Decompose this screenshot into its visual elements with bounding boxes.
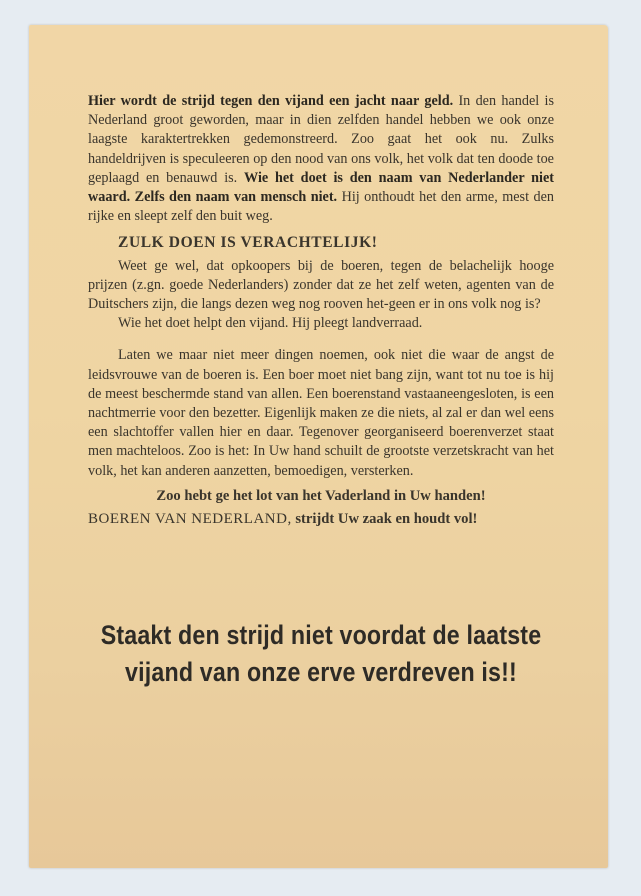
paragraph-1 [88,92,554,226]
paragraph-3: Wie het doet helpt den vijand. Hij pleegt landverraad. [118,315,423,332]
slogan [100,617,542,691]
paragraph-2: Weet ge wel, dat opkoopers bij de boeren, tegen de belachelijk hooge prijzen (z.gn. goede Nederlanders) zonder dat ze het zelf weten, agenten van de Duitschers zijn, die langs dezen weg nog rooven het-geen er in ons volk nog is? [88,257,554,313]
closing-line-2-rest: strijdt Uw zaak en houdt vol! [291,511,478,528]
slogan-line-1: Staakt den strijd niet voordat de laatste [100,620,542,650]
paragraph-4: Laten we maar niet meer dingen noemen, ook niet die waar de angst de leidsvrouwe van de boeren is. Een boer moet niet bang zijn, want tot nu toe is hij de meest beschermde stand van allen. Een boerenstand vastaaneengesloten, is een nachtmerrie voor den bezetter. Eigenlijk maken ze die niets, al zal er dan wel eens een slachtoffer vallen hier en daar. Tegenover georganiseerd boerenverzet staat men machteloos. Zoo is het: In Uw hand schuilt de grootste verzetskracht van het volk, het kan anderen aanzetten, bemoedigen, versterken. [88,347,554,479]
closing-line-1: Zoo hebt ge het lot van het Vaderland in Uw handen! [156,487,486,504]
heading-verachtelijk: ZULK DOEN IS VERACHTELIJK! [118,234,378,252]
paragraph-1-bold-middle: Wie het doet is den naam van Nederlander niet waard. Zelfs den naam van mensch niet. [88,169,555,206]
slogan-line-2: vijand van onze erve verdreven is!! [125,657,517,687]
paragraph-1-text: In den handel is Nederland groot geworden, maar in dien zelfden handel hebben we ook onze laagste karaktertrekken gedemonstreerd. Zoo gaat het ook nu. Zulks handeldrijven is speculeeren op den nood van ons volk, het volk dat ten doode toe geplaagd en benauwd is. [88,93,554,186]
paragraph-1-bold-intro: Hier wordt de strijd tegen den vijand een jacht naar geld. [88,93,454,109]
leaflet-body [88,92,554,529]
paragraph-1-text-end: Hij onthoudt het den arme, mest den rijke en sleept zelf den buit weg. [88,189,554,225]
closing-line-2 [88,510,554,529]
spacer [88,333,554,346]
closing-line-2-caps: BOEREN VAN NEDERLAND, [88,511,292,528]
